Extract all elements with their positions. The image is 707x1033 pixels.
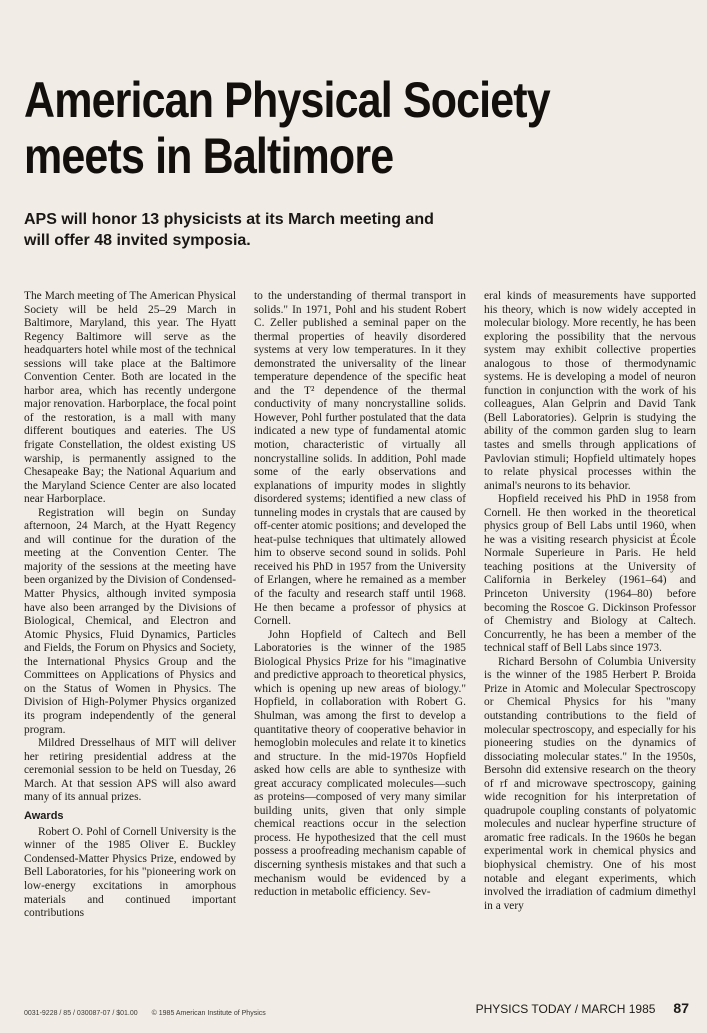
paragraph: Robert O. Pohl of Cornell University is the winner of the 1985 Oliver E. Buckley Condensed-Matter Physics Prize, endowed by Bell Laboratories, for his "pioneering work on low-energy excitations in amorphous materials and continued important contributions [24,825,236,920]
paragraph: eral kinds of measurements have supported his theory, which is now widely accepted in molecular biology. More recently, he has been exploring the possibility that the nervous system may exhibit collective properties analogous to those of thermodynamic systems. He is developing a model of neuron function in conjunction with the work of his colleagues, Alan Gelprin and David Tank (Bell Laboratories). Gelprin is studying the ability of the common garden slug to learn tastes and smells through applications of Pavlovian stimuli; Hopfield ultimately hopes to relate physical processes within the animal's neurons to its behavior. [484,290,696,492]
journal-name: PHYSICS TODAY / MARCH 1985 [475,1002,656,1016]
paragraph: The March meeting of The American Physical Society will be held 25–29 March in Baltimore, Maryland, this year. The Hyatt Regency Baltimore will serve as the headquarters hotel while most of the technical sessions will take place at the Baltimore Convention Center. Both are located in the harbor area, which has recently undergone major renovation. Harborplace, the focal point of the restoration, is a mall with many different boutiques and eateries. The US frigate Constellation, the oldest existing US warship, is permanently assigned to the Chesapeake Bay; the National Aquarium and the Maryland Science Center are also located near Harborplace. [24,290,236,506]
page-number: 87 [673,1000,689,1016]
running-footer [476,1000,689,1016]
column-2 [254,290,466,1005]
paragraph: Richard Bersohn of Columbia University is the winner of the 1985 Herbert P. Broida Prize in Atomic and Molecular Spectroscopy or Chemical Physics for his "many outstanding contributions to the field of molecular spectroscopy, and especially for his pioneering studies on the dynamics of dissociating molecular states." In the 1950s, Bersohn did extensive research on the theory of rf and microwave spectroscopy, gaining wide recognition for his interpretation of quadrupole coupling constants of polyatomic molecules and nuclear hyperfine structure of aromatic free radicals. In the 1960s he began experimental work in chemical physics and biophysical chemistry. One of his most notable and elegant experiments, which involved the irradiation of cadmium dimethyl in a very [484,655,696,912]
paragraph: Registration will begin on Sunday afternoon, 24 March, at the Hyatt Regency and will continue for the duration of the meeting at the Convention Center. The majority of the sessions at the meeting have been organized by the Division of Condensed-Matter Physics, although invited symposia have also been arranged by the Divisions of Biological, Chemical, and Electron and Atomic Physics, Fluid Dynamics, Particles and Fields, the Forum on Physics and Society, the International Physics Group and the Committees on Applications of Physics and on the Status of Women in Physics. The Division of High-Polymer Physics organized its program independently of the general program. [24,506,236,736]
subheadline: APS will honor 13 physicists at its March meeting and will offer 48 invited symposia. [24,211,434,249]
column-3 [484,290,696,1005]
footer-code: 0031-9228 / 85 / 030087-07 / $01.00 [24,1010,138,1017]
headline-line-2: meets in Baltimore [24,128,394,184]
headline-line-1: American Physical Society [24,72,550,128]
column-1 [24,290,236,1005]
paragraph: to the understanding of thermal transport in solids." In 1971, Pohl and his student Robert C. Zeller published a seminal paper on the thermal properties of heavily disordered systems at very low temperatures. In it they demonstrated the universality of the linear temperature dependence of the specific heat and the T² dependence of the thermal conductivity of many noncrystalline solids. However, Pohl further postulated that the data indicated a new type of fundamental atomic motion, characteristic of virtually all noncrystalline solids. In addition, Pohl made some of the early observations and explanations of impurity modes in slightly disordered systems; identified a new class of tunneling modes in crystals that are caused by off-center atomic positions; and developed the heat-pulse techniques that ultimately allowed him to observe second sound in solids. Pohl received his PhD in 1957 from the University of Erlangen, where he remained as a member of the faculty and research staff until 1968. He then became a professor of physics at Cornell. [254,290,466,628]
footer-copyright: © 1985 American Institute of Physics [151,1010,266,1017]
paragraph: John Hopfield of Caltech and Bell Laboratories is the winner of the 1985 Biological Physics Prize for his "imaginative and predictive approach to theoretical physics, which is opening up new areas of biology." Hopfield, in collaboration with Robert G. Shulman, was among the first to develop a quantitative theory of cooperative behavior in hemoglobin molecules and relate it to kinetics and structure. In the mid-1970s Hopfield asked how cells are able to synthesize with great accuracy complicated molecules—such as proteins—composed of very many similar building units, given that only simple chemical reactions occur in the selection process. He hypothesized that the cell must possess a proofreading mechanism capable of discerning synthesis mistakes and that such a mechanism would be evidenced by a reduction in metabolic efficiency. Sev- [254,628,466,899]
section-heading-awards: Awards [24,809,64,822]
paragraph: Hopfield received his PhD in 1958 from Cornell. He then worked in the theoretical physics group of Bell Labs until 1960, when he was a visiting research physicist at École Normale Superieure in Paris. He held teaching positions at the University of California in Berkeley (1961–64) and Princeton University (1964–80) before becoming the Roscoe G. Dickinson Professor of Chemistry and Biology at Caltech. Concurrently, he has been a member of the technical staff of Bell Labs since 1973. [484,493,696,655]
headline [24,72,592,184]
footer-publication-info [24,1010,266,1017]
article-body [24,290,696,1005]
paragraph: Mildred Dresselhaus of MIT will deliver her retiring presidential address at the ceremonial session to be held on Tuesday, 26 March. At that session APS will also award many of its annual prizes. [24,737,236,804]
